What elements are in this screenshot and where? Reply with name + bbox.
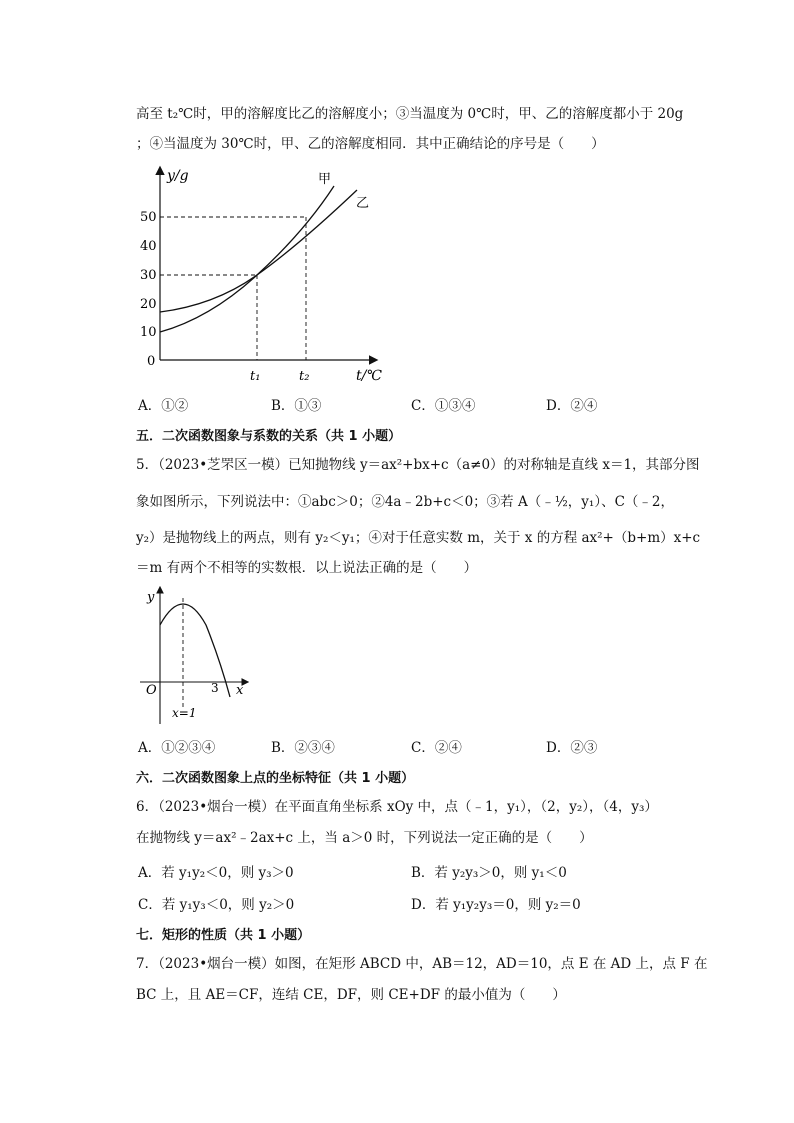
q5-text-line-4: ＝m 有两个不相等的实数根．以上说法正确的是（ ）: [136, 560, 478, 576]
q4-ytick-50: 50: [140, 210, 157, 225]
q4-curve-yi-label: 乙: [356, 196, 370, 211]
q5-x-label: x: [236, 683, 244, 698]
q5-option-d: D．②③: [546, 740, 598, 756]
q5-axis-of-symmetry-label: x=1: [172, 706, 197, 720]
q6-option-c: C．若 y₁y₃＜0，则 y₂＞0: [138, 897, 295, 913]
q4-x-axis-label: t/℃: [356, 368, 383, 384]
q4-solubility-graph: [136, 160, 386, 390]
q4-ytick-20: 20: [140, 297, 157, 312]
q7-text-line-2: BC 上，且 AE＝CF，连结 CE，DF，则 CE+DF 的最小值为（ ）: [136, 987, 566, 1003]
q6-text-line-2: 在抛物线 y＝ax²﹣2ax+c 上，当 a＞0 时，下列说法一定正确的是（ ）: [136, 830, 593, 846]
q4-xtick-t2: t₂: [299, 369, 310, 384]
q4-curve-jia-label: 甲: [318, 172, 332, 187]
q4-ytick-10: 10: [140, 325, 157, 340]
section-7-heading: 七．矩形的性质（共 1 小题）: [136, 928, 311, 943]
q5-text-line-3: y₂）是抛物线上的两点，则有 y₂＜y₁；④对于任意实数 m，关于 x 的方程 ax²+（b+m）x+c: [136, 530, 701, 546]
q4-option-b: B．①③: [271, 398, 322, 414]
q5-option-c: C．②④: [411, 740, 462, 756]
q6-option-b: B．若 y₂y₃＞0，则 y₁＜0: [411, 865, 567, 881]
q5-origin-label: O: [146, 683, 157, 698]
q6-text-line-1: 6．（2023•烟台一模）在平面直角坐标系 xOy 中，点（﹣1，y₁），（2，y₂），（4，y₃）: [136, 799, 658, 815]
q4-ytick-30: 30: [140, 268, 157, 283]
q4-ytick-0: 0: [147, 354, 156, 369]
q6-option-d: D．若 y₁y₂y₃＝0，则 y₂＝0: [411, 897, 581, 913]
q4-curve-yi: [160, 190, 357, 312]
q5-parabola-graph: [140, 584, 255, 724]
q4-option-a: A．①②: [138, 398, 189, 414]
q4-option-c: C．①③④: [411, 398, 476, 414]
section-5-heading: 五．二次函数图象与系数的关系（共 1 小题）: [136, 429, 402, 444]
q4-curve-jia: [160, 186, 334, 332]
q5-text-line-2: 象如图所示，下列说法中：①abc＞0；②4a﹣2b+c＜0；③若 A（﹣½，y₁）、C（﹣2，: [136, 494, 675, 510]
q5-parabola: [160, 604, 230, 697]
q5-root-label: 3: [211, 681, 219, 695]
q4-text-line-1: 高至 t₂℃时，甲的溶解度比乙的溶解度小；③当温度为 0℃时，甲、乙的溶解度都小于 20g: [136, 106, 684, 122]
q5-text-line-1: 5．（2023•芝罘区一模）已知抛物线 y＝ax²+bx+c（a≠0）的对称轴是直线 x＝1，其部分图: [136, 457, 700, 473]
q5-y-label: y: [147, 590, 155, 605]
section-6-heading: 六．二次函数图象上点的坐标特征（共 1 小题）: [136, 771, 415, 786]
q6-option-a: A．若 y₁y₂＜0，则 y₃＞0: [138, 865, 294, 881]
q4-text-line-2: ；④当温度为 30℃时，甲、乙的溶解度相同．其中正确结论的序号是（ ）: [136, 136, 605, 152]
q4-xtick-t1: t₁: [250, 369, 261, 384]
q5-option-a: A．①②③④: [138, 740, 216, 756]
q4-option-d: D．②④: [546, 398, 598, 414]
q4-y-axis-label: y/g: [167, 168, 189, 184]
q4-ytick-40: 40: [140, 239, 157, 254]
q7-text-line-1: 7．（2023•烟台一模）如图，在矩形 ABCD 中，AB＝12，AD＝10，点 E 在 AD 上，点 F 在: [136, 956, 708, 972]
q5-option-b: B．②③④: [271, 740, 335, 756]
